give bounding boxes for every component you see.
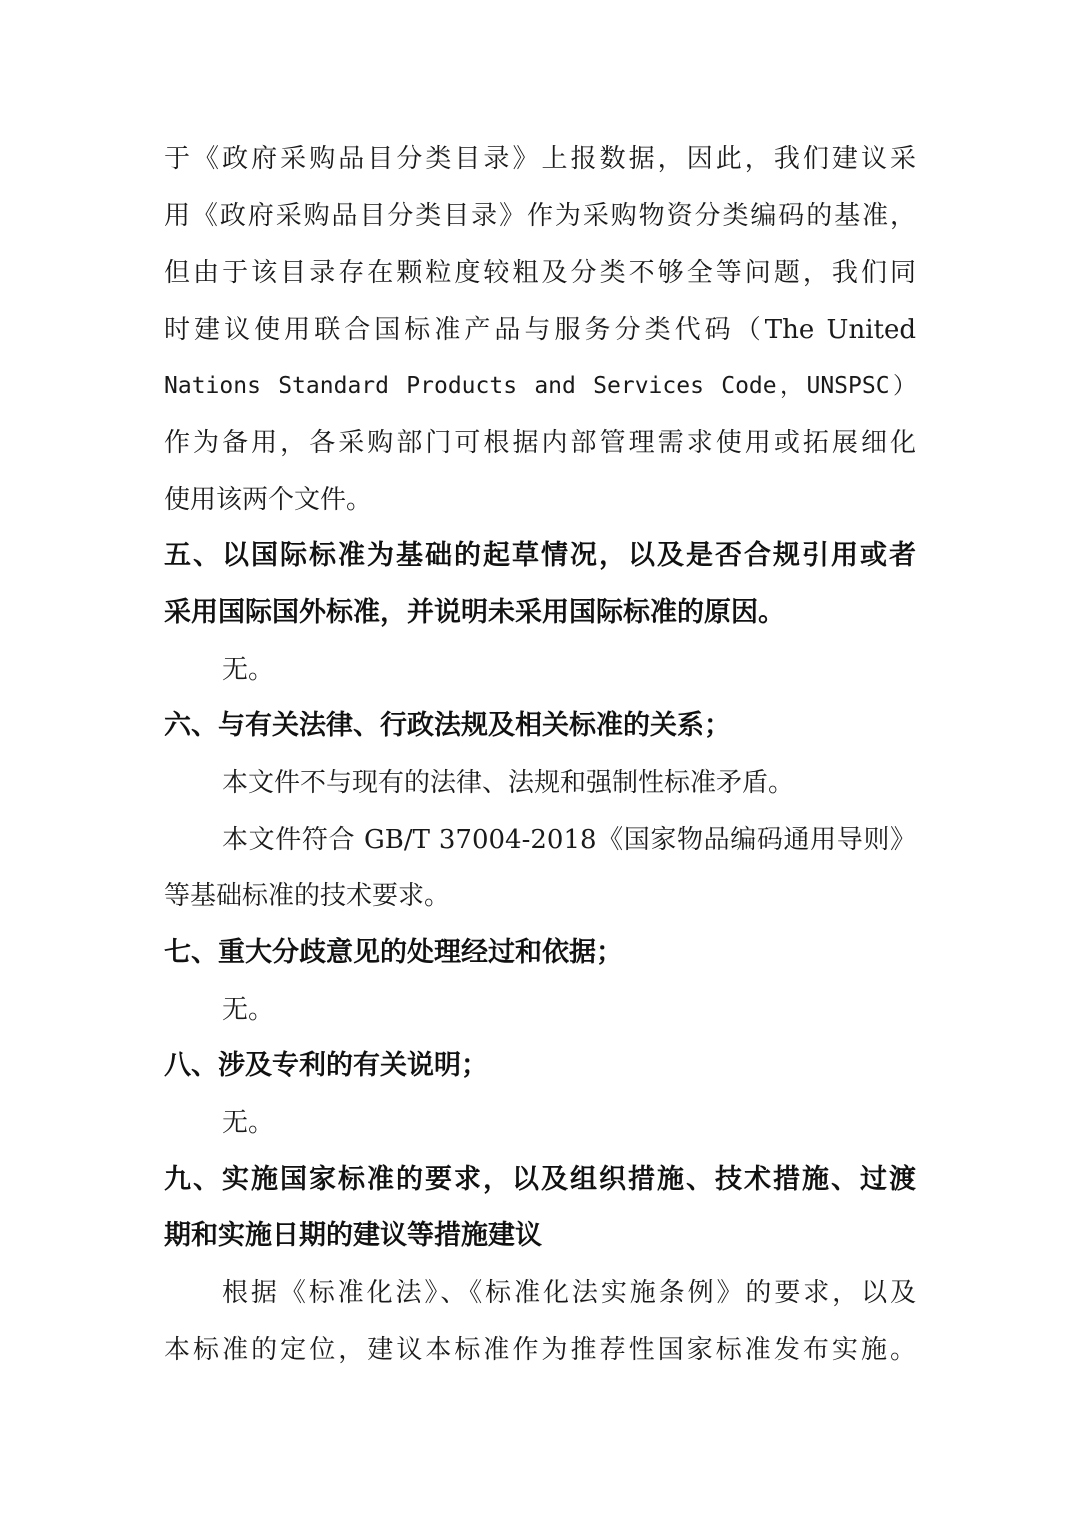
section-6-body: 本文件不与现有的法律、法规和强制性标准矛盾。 (222, 768, 795, 798)
body-text-line: 时建议使用联合国标准产品与服务分类代码（The United (164, 315, 916, 345)
section-heading-5: 五、以国际标准为基础的起草情况，以及是否合规引用或者 (164, 540, 916, 571)
body-text-line: 但由于该目录存在颗粒度较粗及分类不够全等问题，我们同 (164, 258, 916, 288)
section-heading-9: 九、实施国家标准的要求，以及组织措施、技术措施、过渡 (164, 1164, 916, 1195)
body-text-line: 作为备用，各采购部门可根据内部管理需求使用或拓展细化 (164, 428, 916, 458)
section-heading-5-continued: 采用国际国外标准，并说明未采用国际标准的原因。 (164, 597, 785, 628)
section-heading-7: 七、重大分歧意见的处理经过和依据； (164, 937, 623, 968)
section-heading-9-continued: 期和实施日期的建议等措施建议 (164, 1220, 542, 1251)
body-text-line: Nations Standard Products and Services Code，UNSPSC） (164, 373, 916, 399)
section-heading-6: 六、与有关法律、行政法规及相关标准的关系； (164, 710, 731, 741)
body-text-line: 于《政府采购品目分类目录》上报数据，因此，我们建议采 (164, 144, 916, 174)
section-7-body: 无。 (222, 995, 275, 1025)
section-9-body: 根据《标准化法》、《标准化法实施条例》的要求，以及 (222, 1278, 916, 1308)
section-8-body: 无。 (222, 1108, 275, 1138)
section-5-body: 无。 (222, 655, 275, 685)
section-heading-8: 八、涉及专利的有关说明； (164, 1050, 488, 1081)
section-6-body: 本文件符合 GB/T 37004-2018《国家物品编码通用导则》 (222, 825, 916, 855)
body-text-line: 使用该两个文件。 (164, 485, 373, 515)
section-6-body: 等基础标准的技术要求。 (164, 881, 451, 911)
section-9-body: 本标准的定位，建议本标准作为推荐性国家标准发布实施。 (164, 1335, 916, 1365)
body-text-line: 用《政府采购品目分类目录》作为采购物资分类编码的基准， (164, 201, 916, 231)
